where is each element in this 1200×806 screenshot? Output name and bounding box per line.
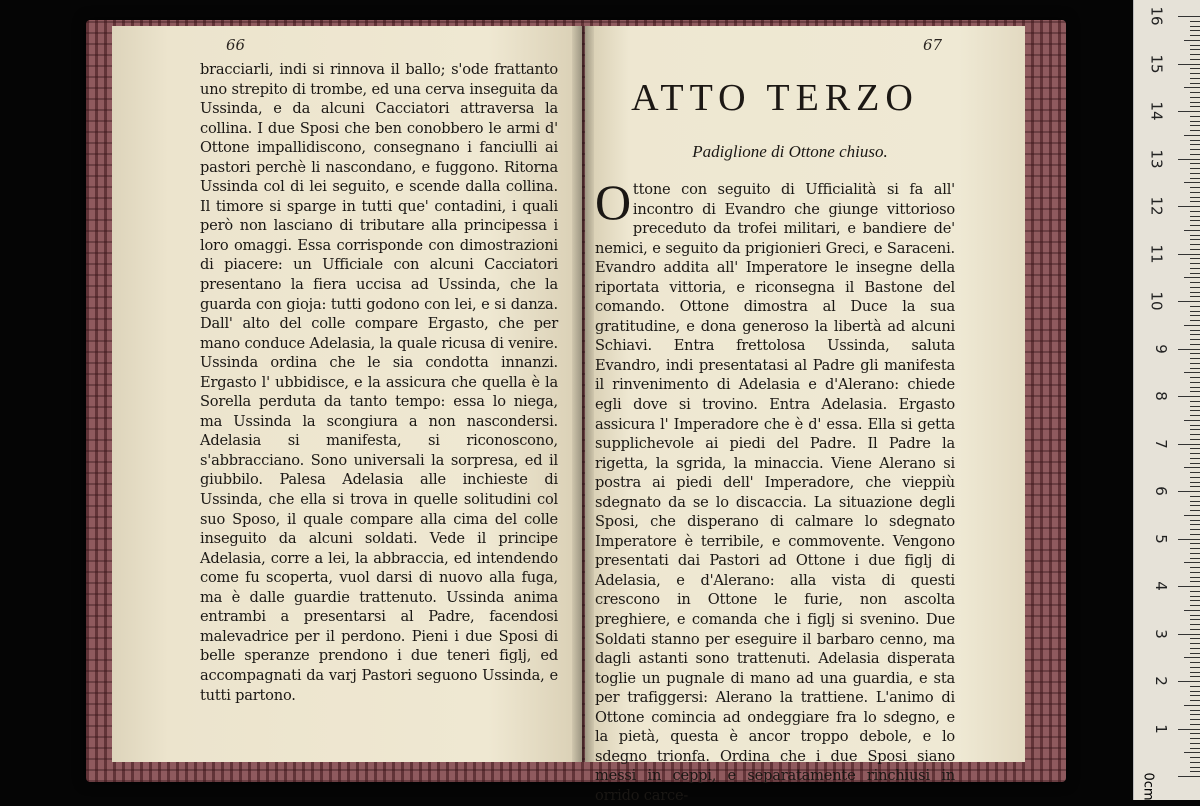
ruler-tick (1190, 615, 1200, 616)
ruler-tick (1190, 567, 1200, 568)
ruler-tick (1190, 762, 1200, 763)
drop-cap: O (595, 174, 631, 230)
ruler-tick (1190, 410, 1200, 411)
ruler-tick (1190, 353, 1200, 354)
ruler-tick (1190, 239, 1200, 240)
ruler-tick (1190, 292, 1200, 293)
ruler-tick (1190, 458, 1200, 459)
ruler-tick (1190, 187, 1200, 188)
ruler-tick (1178, 586, 1200, 587)
ruler-tick (1184, 182, 1200, 183)
ruler-tick (1190, 173, 1200, 174)
ruler-tick (1190, 643, 1200, 644)
ruler-label: 10 (1147, 291, 1166, 311)
ruler-tick (1190, 334, 1200, 335)
ruler-label: 11 (1147, 243, 1166, 264)
ruler-tick (1190, 496, 1200, 497)
ruler-tick (1190, 154, 1200, 155)
ruler-label: 5 (1152, 533, 1171, 544)
ruler-tick (1190, 97, 1200, 98)
ruler-tick (1190, 377, 1200, 378)
ruler-tick (1190, 648, 1200, 649)
book-gutter (572, 26, 594, 762)
ruler-tick (1190, 344, 1200, 345)
ruler-tick (1190, 311, 1200, 312)
ruler-tick (1190, 358, 1200, 359)
ruler-tick (1184, 40, 1200, 41)
ruler-label: 13 (1147, 148, 1166, 169)
ruler-tick (1190, 605, 1200, 606)
ruler-tick (1190, 757, 1200, 758)
ruler-tick (1190, 577, 1200, 578)
left-page (112, 26, 582, 762)
ruler-tick (1190, 724, 1200, 725)
ruler-label: 2 (1152, 676, 1171, 686)
ruler-tick (1190, 268, 1200, 269)
ruler-tick (1190, 472, 1200, 473)
ruler-tick (1178, 206, 1200, 207)
ruler-tick (1190, 83, 1200, 84)
ruler-tick (1190, 235, 1200, 236)
ruler-tick (1184, 752, 1200, 753)
ruler-tick (1190, 529, 1200, 530)
ruler-tick (1190, 168, 1200, 169)
ruler-tick (1190, 273, 1200, 274)
right-page-text (595, 174, 955, 806)
ruler-tick (1184, 372, 1200, 373)
ruler-tick (1190, 339, 1200, 340)
ruler-tick (1190, 92, 1200, 93)
page-number-right: 67 (923, 36, 943, 54)
ruler-tick (1190, 401, 1200, 402)
ruler-tick (1184, 562, 1200, 563)
ruler-tick (1184, 325, 1200, 326)
ruler-tick (1190, 596, 1200, 597)
ruler-tick (1190, 216, 1200, 217)
ruler-tick (1184, 705, 1200, 706)
ruler-tick (1178, 444, 1200, 445)
ruler-tick (1190, 767, 1200, 768)
ruler-tick (1190, 700, 1200, 701)
ruler-label: 15 (1147, 53, 1166, 74)
ruler-tick (1190, 501, 1200, 502)
ruler-tick (1190, 771, 1200, 772)
ruler-label: 6 (1152, 486, 1171, 496)
ruler-tick (1190, 415, 1200, 416)
ruler-tick (1190, 543, 1200, 544)
ruler-tick (1178, 159, 1200, 160)
ruler-tick (1190, 382, 1200, 383)
ruler-tick (1190, 653, 1200, 654)
ruler-tick (1184, 420, 1200, 421)
ruler-tick (1184, 657, 1200, 658)
ruler-tick (1184, 610, 1200, 611)
ruler-tick (1190, 149, 1200, 150)
ruler-tick (1178, 396, 1200, 397)
ruler-tick (1190, 434, 1200, 435)
ruler-tick (1190, 548, 1200, 549)
ruler-tick (1190, 282, 1200, 283)
ruler-tick (1190, 330, 1200, 331)
ruler-tick (1190, 211, 1200, 212)
right-page-body: ttone con seguito di Ufficialità si fa all' incontro di Evandro che giunge vittorioso preceduto da trofei militari, e bandiere de' nemici, e seguito da prigionieri Greci, e Saraceni. Evandro addita all' Imperatore le insegne della riportata vittoria, e riconsegna il Bastone del comando. Ottone dimostra al Duce la sua gratitudine, e dona generoso la libertà ad alcuni Schiavi. Entra frettolosa Ussinda, saluta Evandro, indi presentatasi al Padre gli manifesta il rinvenimento di Adelasia e d'Alerano: chiede egli dove si trovino. Entra Adelasia. Ergasto assicura l' Imperadore che è d' essa. Ella si getta supplichevole ai piedi del Padre. Il Padre la rigetta, la sgrida, la minaccia. Viene Alerano si postra ai piedi dell' Imperadore, che vieppiù sdegnato da se lo discaccia. La situazione degli Sposi, che disperano di calmare lo sdegnato Imperatore è terribile, e commovente. Vengono presentati dai Pastori ad Ottone i due figlj di Adelasia, e d'Alerano: alla vista di questi crescono in Ottone le furie, non ascolta preghiere, e comanda che i figlj si svenino. Due Soldati stanno per eseguire il barbaro cenno, ma dagli astanti sono trattenuti. Adelasia disperata toglie un pugnale di mano ad una guardia, e sta per trafiggersi: Alerano la trattiene. L'animo di Ottone comincia ad ondeggiare fra lo sdegno, e la pietà, questa è ancor troppo debole, e lo sdegno trionfa. Ordina che i due Sposi siano messi in ceppi, e separatamente rinchiusi in orrido carce- (595, 181, 955, 804)
act-title: ATTO TERZO (631, 77, 919, 119)
ruler-tick (1184, 87, 1200, 88)
ruler-tick (1184, 230, 1200, 231)
ruler-tick (1190, 710, 1200, 711)
right-page (585, 26, 1025, 804)
ruler-tick (1190, 391, 1200, 392)
ruler-tick (1190, 68, 1200, 69)
ruler-tick (1190, 463, 1200, 464)
ruler-tick (1190, 482, 1200, 483)
ruler-tick (1184, 467, 1200, 468)
ruler-tick (1190, 320, 1200, 321)
ruler-tick (1190, 453, 1200, 454)
ruler-tick (1190, 733, 1200, 734)
ruler-tick (1190, 719, 1200, 720)
ruler-tick (1178, 729, 1200, 730)
measuring-ruler (1133, 0, 1200, 800)
ruler-tick (1190, 406, 1200, 407)
ruler-tick (1190, 106, 1200, 107)
ruler-tick (1190, 638, 1200, 639)
ruler-tick (1190, 258, 1200, 259)
ruler-tick (1190, 220, 1200, 221)
ruler-tick (1190, 287, 1200, 288)
ruler-tick (1190, 505, 1200, 506)
ruler-tick (1190, 510, 1200, 511)
ruler-tick (1190, 448, 1200, 449)
ruler-tick (1190, 163, 1200, 164)
ruler-tick (1190, 244, 1200, 245)
ruler-tick (1190, 486, 1200, 487)
ruler-tick (1190, 201, 1200, 202)
ruler-tick (1190, 387, 1200, 388)
ruler-tick (1190, 363, 1200, 364)
ruler-tick (1178, 111, 1200, 112)
ruler-label: 16 (1147, 6, 1166, 26)
ruler-tick (1190, 558, 1200, 559)
ruler-tick (1190, 315, 1200, 316)
ruler-tick (1190, 125, 1200, 126)
ruler-tick (1178, 681, 1200, 682)
ruler-tick (1190, 121, 1200, 122)
ruler-tick (1178, 254, 1200, 255)
ruler-tick (1190, 591, 1200, 592)
ruler-tick (1178, 349, 1200, 350)
scene-heading: Padiglione di Ottone chiuso. (692, 142, 888, 161)
ruler-tick (1190, 35, 1200, 36)
ruler-label: 4 (1152, 581, 1171, 591)
ruler-tick (1190, 192, 1200, 193)
ruler-tick (1190, 667, 1200, 668)
ruler-tick (1178, 16, 1200, 17)
ruler-tick (1190, 144, 1200, 145)
ruler-tick (1178, 776, 1200, 777)
ruler-tick (1190, 714, 1200, 715)
ruler-tick (1190, 73, 1200, 74)
ruler-tick (1190, 686, 1200, 687)
ruler-tick (1190, 306, 1200, 307)
ruler-tick (1190, 140, 1200, 141)
ruler-label: 9 (1152, 343, 1171, 354)
ruler-tick (1190, 425, 1200, 426)
ruler-tick (1190, 748, 1200, 749)
ruler-label: 3 (1152, 628, 1171, 639)
ruler-tick (1190, 572, 1200, 573)
ruler-tick (1190, 225, 1200, 226)
ruler-tick (1190, 695, 1200, 696)
ruler-tick (1184, 135, 1200, 136)
ruler-tick (1184, 277, 1200, 278)
ruler-tick (1190, 619, 1200, 620)
ruler-tick (1190, 672, 1200, 673)
ruler-tick (1190, 524, 1200, 525)
left-page-text: bracciarli, indi si rinnova il ballo; s'ode frattanto uno strepito di trombe, ed una cerva inseguita da Ussinda, e da alcuni Cacciatori attraversa la collina. I due Sposi che ben conobbero le armi d' Ottone impallidiscono, consegnano i fanciulli ai pastori perchè li nascondano, e fuggono. Ritorna Ussinda col di lei seguito, e scende dalla collina. Il timore si sparge in tutti que' contadini, i quali però non lasciano di tributare alla principessa i loro omaggi. Essa corrisponde con dimostrazioni di piacere: un Ufficiale con alcuni Cacciatori presentano la fiera uccisa ad Ussinda, che la guarda con gioja: tutti godono con lei, e si danza. Dall' alto del colle compare Ergasto, che per mano conduce Adelasia, la quale ricusa di venire. Ussinda ordina che le sia condotta innanzi. Ergasto l' ubbidisce, e la assicura che quella è la Sorella perduta da tanto tempo: essa lo niega, ma Ussinda la scongiura a non nascondersi. Adelasia si manifesta, si riconoscono, s'abbracciano. Sono universali la sorpresa, ed il giubbilo. Palesa Adelasia alle inchieste di Ussinda, che ella si trova in quelle solitudini col suo Sposo, il quale compare alla cima del colle inseguito da alcuni soldati. Vede il principe Adelasia, corre a lei, la abbraccia, ed intendendo come fu scoperta, vuol darsi di nuovo alla fuga, ma è dalle guardie trattenuto. Ussinda anima entrambi a presentarsi al Padre, facendosi malevadrice per il perdono. Pieni i due Sposi di belle speranze prendono i due teneri figlj, ed accompagnati da varj Pastori seguono Ussinda, e tutti partono. (200, 61, 558, 704)
ruler-tick (1190, 581, 1200, 582)
page-number-left: 66 (226, 36, 246, 54)
ruler-tick (1190, 178, 1200, 179)
ruler-tick (1178, 64, 1200, 65)
ruler-tick (1190, 54, 1200, 55)
ruler-tick (1190, 49, 1200, 50)
ruler-tick (1190, 102, 1200, 103)
ruler-tick (1190, 439, 1200, 440)
ruler-tick (1190, 249, 1200, 250)
ruler-tick (1190, 78, 1200, 79)
ruler-tick (1190, 477, 1200, 478)
ruler-tick (1178, 301, 1200, 302)
ruler-tick (1178, 491, 1200, 492)
ruler-tick (1190, 296, 1200, 297)
ruler-tick (1190, 263, 1200, 264)
ruler-label: 1 (1152, 723, 1171, 734)
ruler-tick (1190, 629, 1200, 630)
ruler-tick (1178, 634, 1200, 635)
ruler-tick (1190, 553, 1200, 554)
ruler-tick (1190, 59, 1200, 60)
ruler-tick (1178, 539, 1200, 540)
ruler-tick (1190, 116, 1200, 117)
ruler-tick (1190, 429, 1200, 430)
ruler-label: 7 (1152, 438, 1171, 449)
ruler-tick (1190, 197, 1200, 198)
ruler-tick (1190, 600, 1200, 601)
ruler-tick (1190, 662, 1200, 663)
ruler-label: 12 (1147, 196, 1166, 216)
ruler-tick (1190, 520, 1200, 521)
ruler-tick (1190, 743, 1200, 744)
ruler-tick (1190, 534, 1200, 535)
ruler-tick (1184, 515, 1200, 516)
ruler-tick (1190, 624, 1200, 625)
ruler-tick (1190, 21, 1200, 22)
ruler-tick (1190, 691, 1200, 692)
ruler-unit-label: 0cm (1140, 772, 1156, 801)
ruler-tick (1190, 30, 1200, 31)
ruler-tick (1190, 738, 1200, 739)
ruler-tick (1190, 26, 1200, 27)
ruler-tick (1190, 130, 1200, 131)
ruler-tick (1190, 676, 1200, 677)
ruler-label: 14 (1147, 101, 1166, 121)
ruler-tick (1190, 45, 1200, 46)
ruler-tick (1190, 368, 1200, 369)
ruler-label: 8 (1152, 391, 1171, 401)
